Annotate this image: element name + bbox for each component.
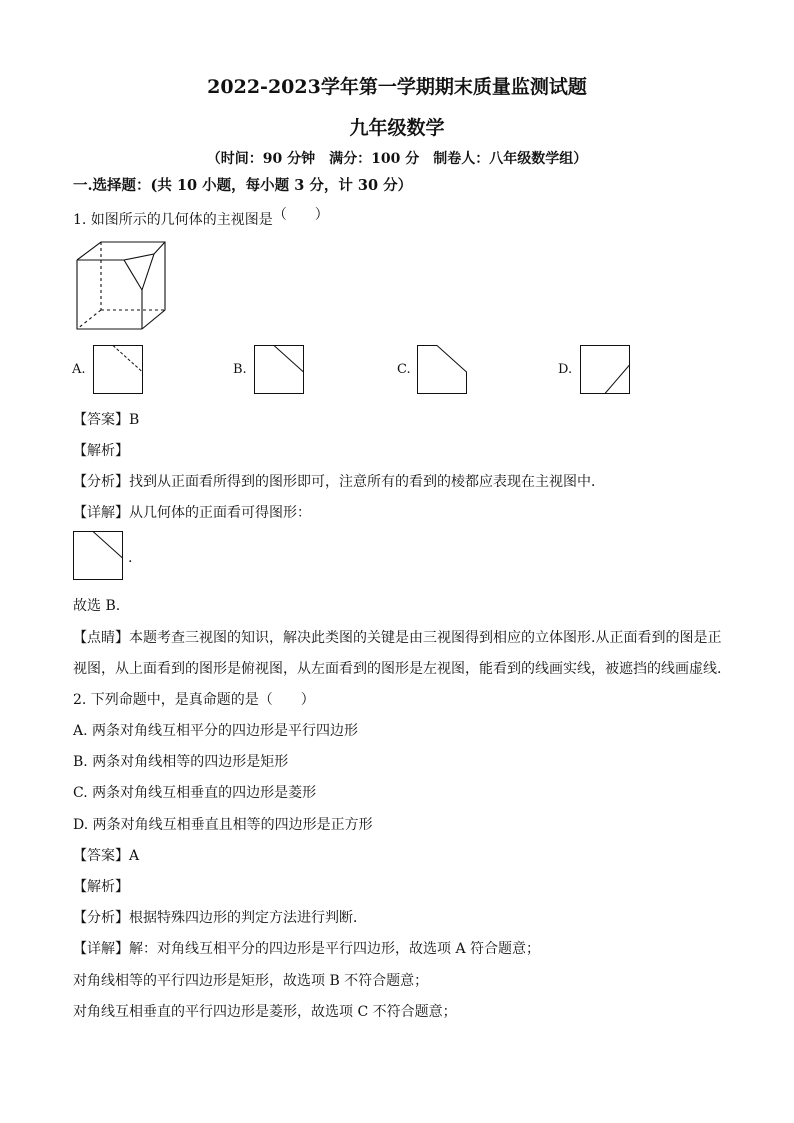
- q2-answer: [73, 845, 139, 865]
- fenxi-text: 根据特殊四边形的判定方法进行判断．: [129, 910, 367, 926]
- q2-analysis-tag: 【解析】: [73, 879, 129, 895]
- q1-comment-2: 视图，从上面看到的图形是俯视图，从左面看到的图形是左视图，能看到的线画实线，被遮挡的线画虚线.: [73, 661, 722, 677]
- comment-text-1: 本题考查三视图的知识，解决此类图的关键是由三视图得到相应的立体图形.从正面看到的图是正: [129, 630, 722, 646]
- document-title: 2022-2023学年第一学期期末质量监测试题: [207, 76, 587, 98]
- fenxi-tag: 【分析】: [73, 474, 129, 490]
- q1-choose: 故选 B.: [73, 598, 121, 614]
- option-d-figure: [580, 345, 630, 395]
- comment-tag: 【点睛】: [73, 630, 129, 646]
- question-1-text: 1. 如图所示的几何体的主视图是: [73, 212, 273, 228]
- q1-detail: [73, 502, 311, 522]
- q2-option-b: B. 两条对角线相等的四边形是矩形: [73, 754, 289, 770]
- q1-answer: [73, 409, 139, 429]
- fenxi-tag: 【分析】: [73, 910, 129, 926]
- question-1-stem: [73, 209, 329, 229]
- answer-tag: 【答案】: [73, 848, 129, 864]
- detail-tag: 【详解】: [73, 505, 129, 521]
- option-a-figure: [93, 345, 143, 395]
- option-b-figure: [254, 345, 304, 395]
- detail-text: 从几何体的正面看可得图形：: [129, 505, 311, 521]
- fenxi-text: 找到从正面看所得到的图形即可，注意所有的看到的棱都应表现在主视图中．: [129, 474, 605, 490]
- exam-info: （时间：90 分钟 满分：100 分 制卷人：八年级数学组）: [206, 151, 588, 167]
- option-c-label: C.: [397, 362, 411, 377]
- q2-option-a: A. 两条对角线互相平分的四边形是平行四边形: [73, 723, 359, 739]
- option-b-label: B.: [233, 362, 247, 377]
- answer-tag: 【答案】: [73, 412, 129, 428]
- answer-bracket: （ ）: [272, 207, 329, 223]
- q2-fenxi: [73, 907, 367, 927]
- document-subtitle: 九年级数学: [349, 117, 445, 139]
- detail-text-1: 解：对角线互相平分的四边形是平行四边形，故选项 A 符合题意；: [129, 941, 541, 957]
- q2-detail-2: 对角线相等的平行四边形是矩形，故选项 B 不符合题意；: [73, 973, 429, 989]
- option-c-figure: [417, 345, 467, 395]
- answer-value: B: [129, 412, 140, 428]
- solid-figure: [74, 240, 169, 332]
- detail-figure: [73, 531, 123, 581]
- answer-value: A: [129, 848, 140, 864]
- q1-analysis-tag: 【解析】: [73, 443, 129, 459]
- detail-tag: 【详解】: [73, 941, 129, 957]
- q2-detail-3: 对角线互相垂直的平行四边形是菱形，故选项 C 不符合题意；: [73, 1004, 457, 1020]
- detail-period: .: [128, 550, 133, 566]
- section-heading: 一.选择题：(共 10 小题，每小题 3 分，计 30 分）: [73, 177, 413, 194]
- question-2-stem: 2. 下列命题中，是真命题的是（ ）: [73, 692, 315, 708]
- option-d-label: D.: [558, 362, 573, 377]
- q1-fenxi: [73, 471, 605, 491]
- q2-option-d: D. 两条对角线互相垂直且相等的四边形是正方形: [73, 817, 373, 833]
- option-a-label: A.: [72, 362, 86, 377]
- q2-detail-1: [73, 938, 540, 958]
- q1-comment-1: [73, 627, 721, 647]
- q2-option-c: C. 两条对角线互相垂直的四边形是菱形: [73, 785, 317, 801]
